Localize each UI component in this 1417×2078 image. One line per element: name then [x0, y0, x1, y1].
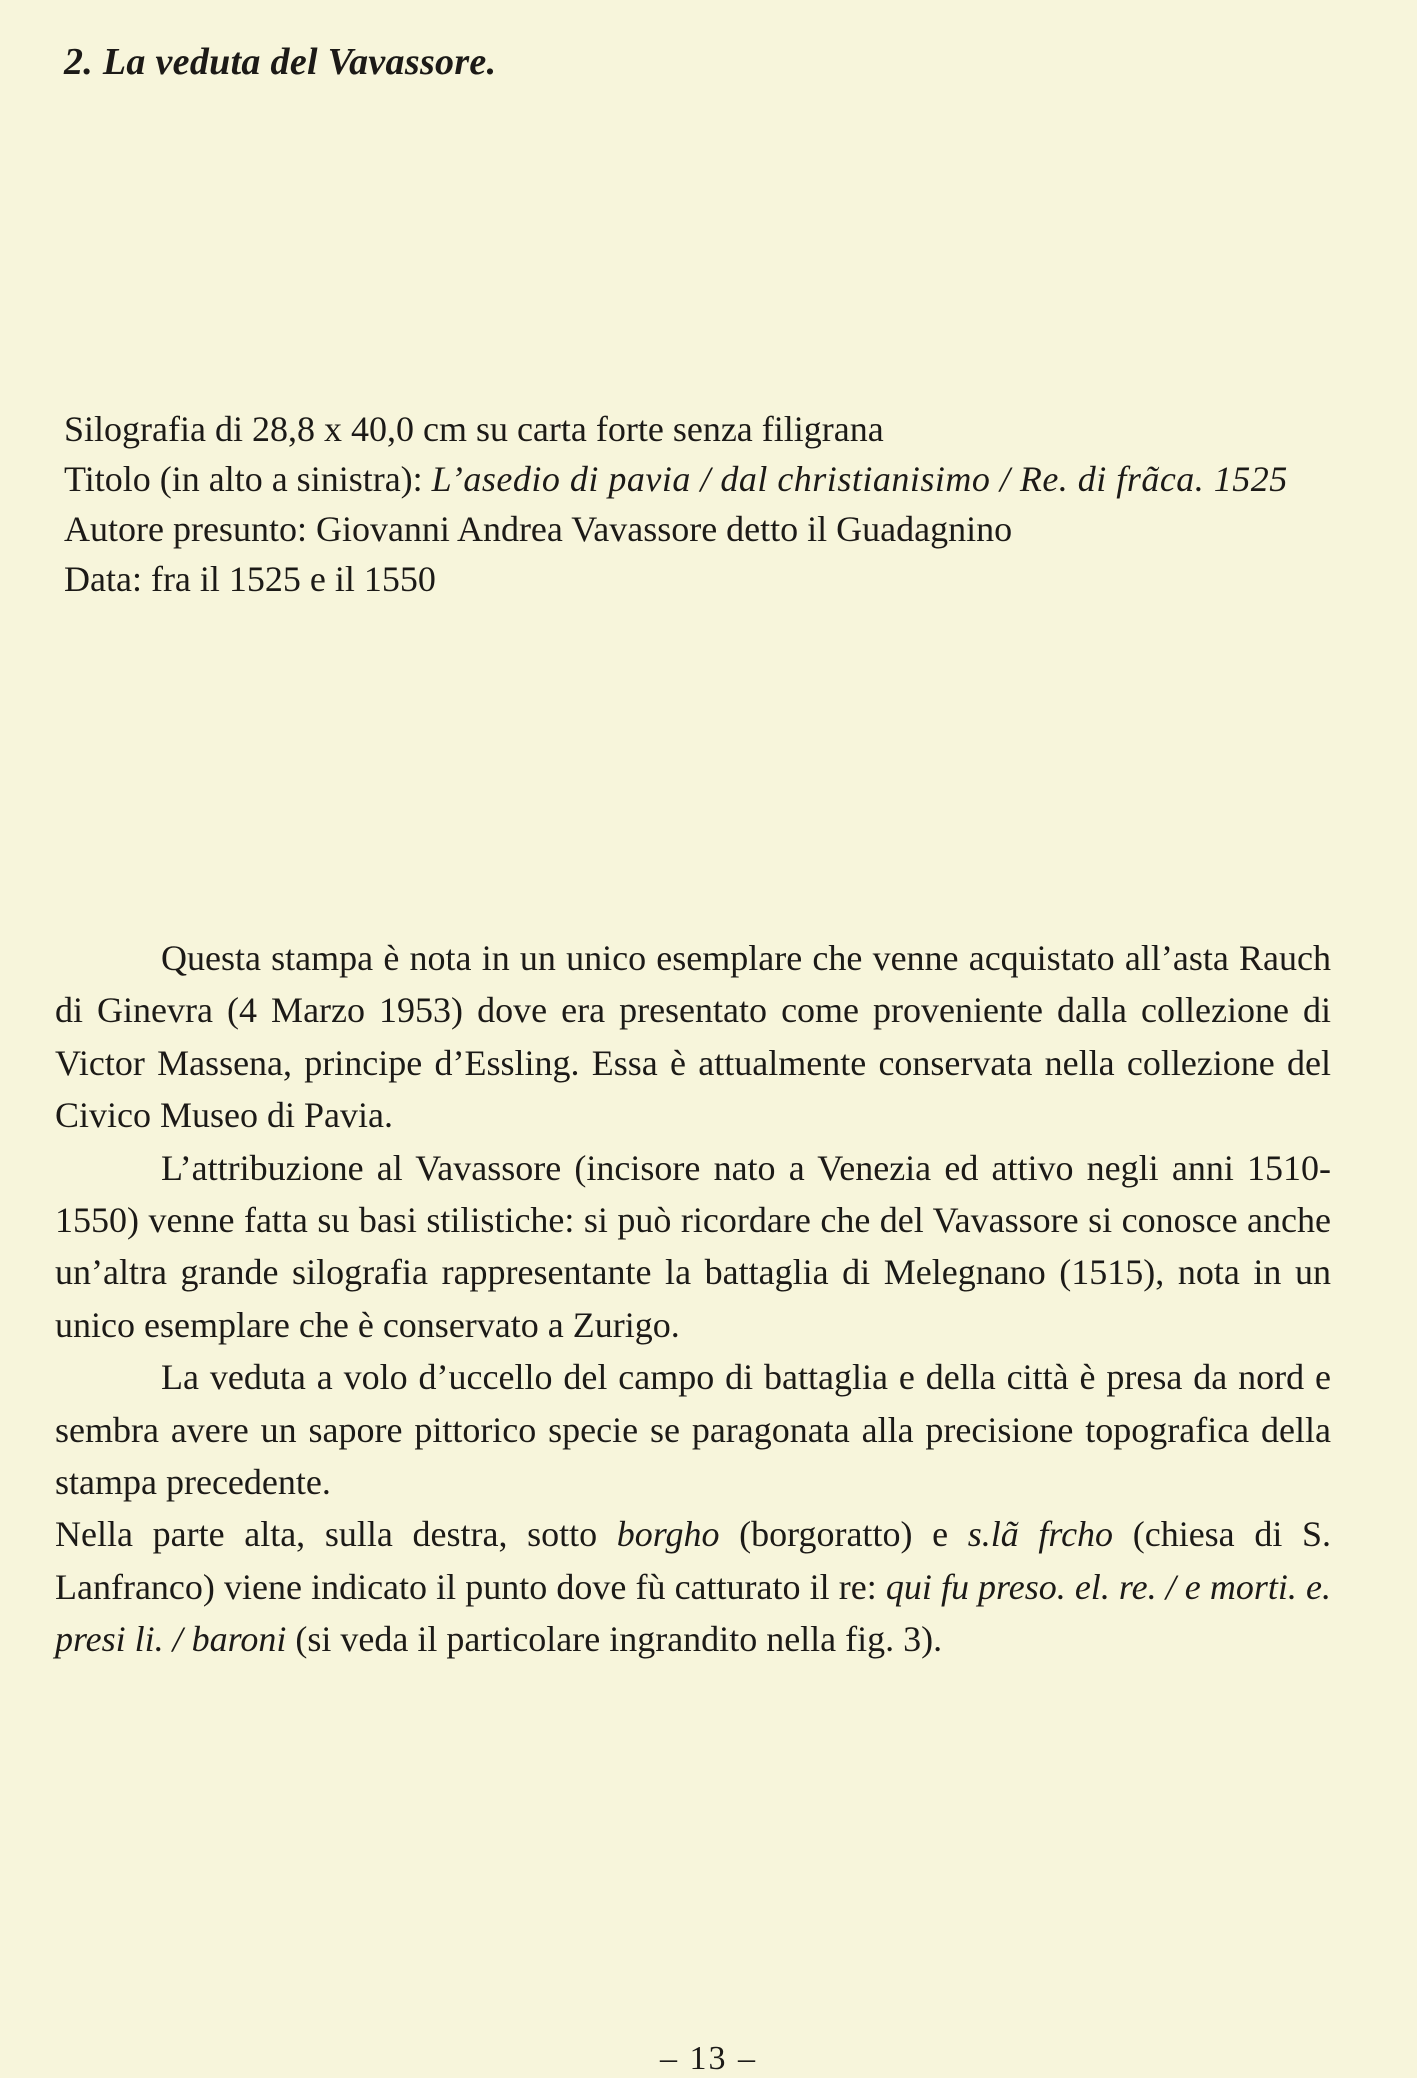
paragraph-4-text-3: (chiesa di S. Lanfranco) viene indicato il punto dove fù catturato il re:: [55, 1514, 1331, 1607]
paragraph-4-italic-inscription: qui fu preso. el. re. / e morti. e. presi li. / baroni: [55, 1566, 1332, 1660]
paragraph-3: La veduta a volo d’uccello del campo di battaglia e della città è presa da nord e sembra avere un sapore pittorico specie se paragonata alla precisione topografica della stampa precedente.: [55, 1357, 1331, 1503]
paragraph-4: [55, 1508, 1331, 1665]
body-text: [55, 932, 1331, 1666]
print-metadata: [64, 404, 1354, 604]
paragraph-1: Questa stampa è nota in un unico esemplare che venne acquistato all’asta Rauch di Ginevra (4 Marzo 1953) dove era presentato come proveniente dalla collezione di Victor Massena, principe d’Essling. Essa è attualmente conservata nella collezione del Civico Museo di Pavia.: [55, 938, 1331, 1136]
section-heading: 2. La veduta del Vavassore.: [64, 41, 497, 83]
paragraph-2: L’attribuzione al Vavassore (incisore nato a Venezia ed attivo negli anni 1510-1550) venne fatta su basi stilistiche: si può ricordare che del Vavassore si conosce anche un’altra grande silografia rappresentante la battaglia di Melegnano (1515), nota in un unico esemplare che è conservato a Zurigo.: [55, 1147, 1331, 1345]
paragraph-4-text-2: (borgoratto) e: [719, 1514, 968, 1555]
paragraph-4-italic-borgho: borgho: [616, 1514, 720, 1555]
paragraph-4-text-4: (si veda il particolare ingrandito nella fig. 3).: [286, 1619, 943, 1660]
paragraph-4-italic-lanfranco: s.lã frcho: [967, 1514, 1114, 1555]
meta-title: [64, 454, 1354, 504]
meta-dimensions: Silografia di 28,8 x 40,0 cm su carta forte senza filigrana: [64, 409, 884, 449]
meta-author: Autore presunto: Giovanni Andrea Vavassore detto il Guadagnino: [64, 509, 1013, 549]
page-number: – 13 –: [660, 2040, 757, 2077]
paragraph-4-text-1: Nella parte alta, sulla destra, sotto: [55, 1514, 617, 1555]
meta-title-label: Titolo (in alto a sinistra):: [64, 459, 432, 499]
meta-date: Data: fra il 1525 e il 1550: [64, 559, 436, 599]
meta-title-value: L’asedio di pavia / dal christianisimo / Re. di frãca. 1525: [431, 459, 1288, 499]
